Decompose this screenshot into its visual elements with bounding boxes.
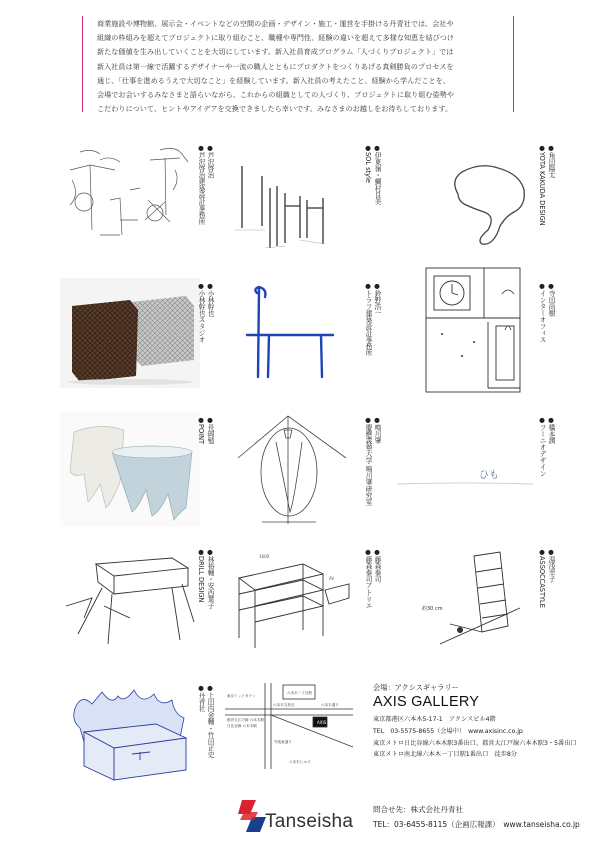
work-label xyxy=(363,548,381,609)
work-names: ●角田陽太 xyxy=(547,144,555,179)
work-names: ●芦沢啓治 xyxy=(206,144,214,179)
venue-access-1: 東京メトロ日比谷線六本木駅3番出口、都営大江戸線六本木駅3・5番出口 xyxy=(373,740,577,747)
nagaoka-photo xyxy=(60,412,200,527)
kobayashi-photo xyxy=(60,278,200,388)
work-label xyxy=(363,416,381,505)
map-label: AXIS xyxy=(317,720,327,725)
work-office: ●インターオフィス xyxy=(538,282,546,343)
ashizawa-sketch xyxy=(60,140,200,255)
tanseisha-logo-icon xyxy=(238,800,266,832)
intro-line: こだわりについて、ヒントやアイデアを交換できましたら幸いです。みなさまのお越しをお待ちしております。 xyxy=(97,104,453,114)
suzuno-sketch xyxy=(225,285,355,385)
work-names: ●鈴野浩一 xyxy=(373,282,381,317)
work-office: ●芦沢啓治建築設計事務所 xyxy=(197,144,205,225)
dimension-label: 約30 cm xyxy=(422,606,443,612)
work-label xyxy=(537,416,555,477)
yuasa-sketch xyxy=(420,546,530,656)
map-label: 六本木通り xyxy=(321,703,339,707)
work-office: ●ASSOCCASTYLE xyxy=(538,548,546,608)
intro-line: 商業施設や博物館、展示会・イベントなどの空間の企画・デザイン・施工・運営を手掛ける丹青社では、会社や xyxy=(97,19,454,28)
map-label: 都営大江戸線 六本木駅 xyxy=(227,718,265,722)
intro-text xyxy=(97,17,507,116)
work-names: ●湯浅幸子 xyxy=(547,548,555,583)
map-label: 東京ミッドタウン xyxy=(227,694,256,698)
ito-sketch xyxy=(225,148,355,253)
intro-line: 新入社員は第一線で活躍するデザイナーや一流の職人とともにプロダクトをつくりあげる真剣勝負のプロセスを xyxy=(97,61,454,71)
work-office: ●フーニオデザイン xyxy=(538,416,546,477)
fujimori-sketch xyxy=(225,544,355,654)
work-office: ●藤森泰司アトリエ xyxy=(364,548,372,609)
gallery-name: AXIS GALLERY xyxy=(373,694,480,710)
venue-label: 会場：アクシスギャラリー xyxy=(373,683,459,692)
hashimoto-sketch xyxy=(395,412,535,527)
work-office: ●慶應義塾大学 鳴川肇研究室 xyxy=(364,416,372,506)
map-label: 外苑東通り xyxy=(274,740,292,744)
venue-address: 東京都港区六本木5-17-1 アクシスビル4階 xyxy=(373,716,496,723)
work-label xyxy=(196,684,214,758)
work-office: ●丹青社 xyxy=(197,684,205,712)
venue-tel: TEL 03-5575-8655（会場中） www.axisinc.co.jp xyxy=(373,728,523,735)
work-label xyxy=(537,282,555,343)
work-office: ●トラフ建築設計事務所 xyxy=(364,282,372,356)
accent-line-left xyxy=(82,16,83,112)
intro-line: 会場でお会いするみなさまと語らいながら、これからの組織としての人づくり、プロジェクトに取り組む姿勢や xyxy=(97,90,455,100)
work-office: ●小林幹也スタジオ xyxy=(197,282,205,343)
venue-access-2: 東京メトロ南北線六本木一丁目駅1番出口 徒歩8分 xyxy=(373,751,517,758)
intro-line: 新たな価値を生み出していくことを大切にしています。新入社員育成プログラム「人づくりプロジェクト」では xyxy=(97,47,454,57)
work-names: ●鳴川肇 xyxy=(373,416,381,444)
work-names: ●林裕輔・安西葉子 xyxy=(206,548,214,609)
work-label xyxy=(537,548,555,608)
tanseisha-box-sketch xyxy=(62,684,198,784)
work-label xyxy=(363,144,381,205)
map-label: 六本木交差点 xyxy=(273,703,295,707)
narukawa-sketch xyxy=(232,412,352,527)
map-label: 六本木一丁目駅 xyxy=(287,691,313,695)
hayashi-sketch xyxy=(62,548,198,648)
work-label xyxy=(537,144,555,226)
intro-line: 組織の枠組みを超えてプロジェクトに取り組むこと、職種や専門性、経験の違いを超えて多様な知恵を結びつけ xyxy=(97,33,455,43)
work-names: ●上田内金輔・竹田正史 xyxy=(206,684,214,758)
dimension-label: AV xyxy=(329,576,335,581)
work-office: ●DRILL DESIGN xyxy=(197,548,205,603)
work-office: ●POINT xyxy=(197,416,205,445)
work-label xyxy=(196,416,214,444)
map-label: 六本木ヒルズ xyxy=(289,760,311,764)
contact-label: 問合せ先：株式会社丹青社 xyxy=(373,805,463,814)
contact-tel: TEL：03-6455-8115（企画広報課） www.tanseisha.co.jp xyxy=(373,820,580,829)
access-map xyxy=(225,683,353,769)
map-label: 日比谷線 六本木駅 xyxy=(227,724,257,728)
work-names: ●伊東嶺・鯛村良美 xyxy=(373,144,381,205)
work-label xyxy=(196,282,214,343)
terada-sketch xyxy=(418,264,528,396)
accent-line-right xyxy=(513,16,514,112)
work-names: ●長岡勉 xyxy=(206,416,214,444)
work-office: ●YOTA KAKUDA DESIGN xyxy=(538,144,546,226)
logo-text: Tanseisha xyxy=(265,811,354,832)
work-names: ●藤森泰司 xyxy=(373,548,381,583)
work-label xyxy=(196,144,214,225)
kakuda-sketch xyxy=(440,150,530,250)
work-label xyxy=(196,548,214,609)
work-label xyxy=(363,282,381,356)
work-names: ●小林幹也 xyxy=(206,282,214,317)
himo-text: ひも xyxy=(479,470,499,481)
dimension-label: 1600 xyxy=(259,554,270,559)
work-names: ●橋本潤 xyxy=(547,416,555,444)
work-office: ●SOL style xyxy=(364,144,372,183)
intro-line: 通じ、「仕事を進めるうえで大切なこと」を経験しています。新入社員の考えたこと、経験から学んだことを、 xyxy=(97,75,451,85)
work-names: ●寺田尚樹 xyxy=(547,282,555,317)
